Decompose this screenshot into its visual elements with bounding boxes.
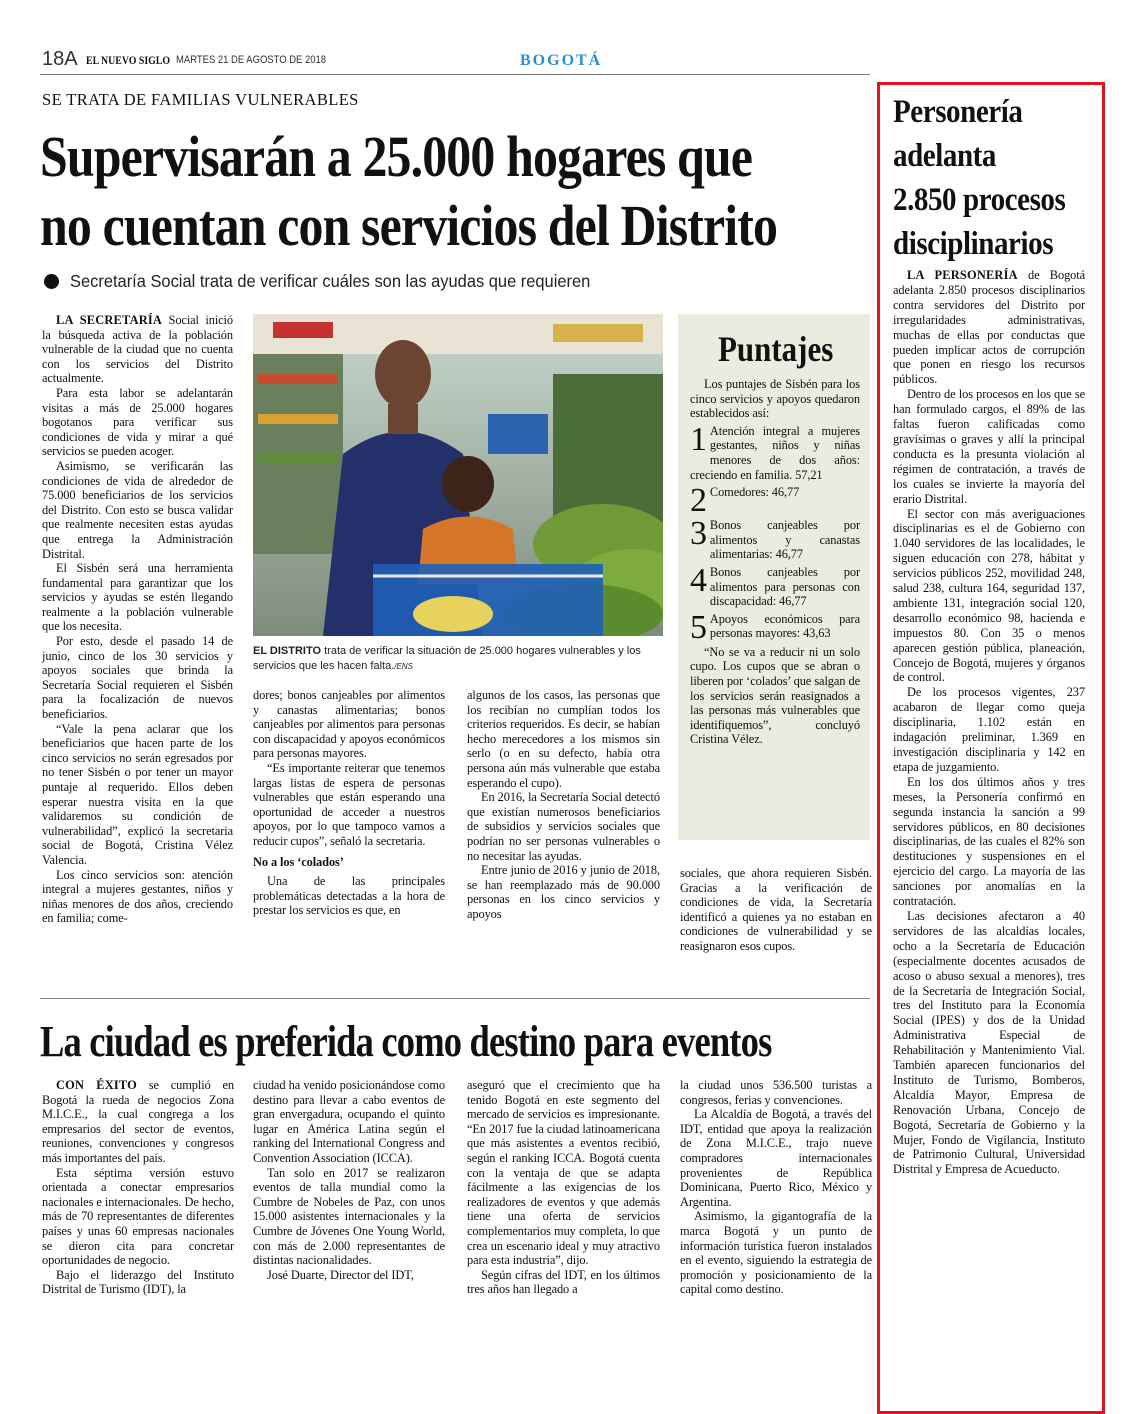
main-headline-line-1: Supervisarán a 25.000 hogares que: [40, 124, 753, 189]
paragraph: De los procesos vigentes, 237 acabaron de llegar como queja disciplinaria, 1.102 están en indagación preliminar, 1.369 en investigación disciplinaria y 142 en etapa de juzgamiento.: [893, 685, 1085, 774]
paragraph: En los dos últimos años y tres meses, la Personería confirmó en segunda instancia la sanción a 99 servidores públicos, en 80 decisiones disciplinarias, de las cuales el 82% son destituciones y suspensiones en el ejercicio del cargo. La mayoría de las sanciones por anomalías en la contratación.: [893, 774, 1085, 909]
supermarket-photo: [253, 314, 663, 636]
newspaper-name: EL NUEVO SIGLO: [86, 53, 171, 67]
puntajes-body: [690, 377, 860, 747]
story1-column-1: [42, 313, 233, 926]
paragraph: Entre junio de 2016 y junio de 2018, se han reemplazado más de 90.000 personas en los cinco servicios y apoyos: [467, 863, 660, 921]
score-item-number: 4: [690, 561, 707, 599]
caption-text: trata de verificar la situación de 25.000 hogares vulnerables y los servicios que les hacen falta.: [253, 645, 641, 672]
score-item-text: Bonos canjeables por alimentos para personas con discapacidad: 46,77: [709, 564, 860, 609]
photo-illustration: [253, 314, 663, 636]
lead-in: LA SECRETARÍA: [56, 313, 163, 327]
story3-headline: [893, 90, 1093, 266]
paragraph: Asimismo, se verificarán las condiciones de vida de alrededor de 75.000 beneficiarios de los servicios del Distrito. Con esto se busca validar que realmente necesiten estas ayudas que entrega la Administración Distrital.: [42, 458, 233, 561]
score-item: [690, 482, 860, 520]
score-item-number: 3: [690, 515, 707, 553]
puntajes-intro: Los puntajes de Sisbén para los cinco servicios y apoyos quedaron establecidos así:: [690, 377, 860, 421]
story2-headline: La ciudad es preferida como destino para eventos: [40, 1017, 772, 1066]
story3-headline-line: Personería: [893, 94, 1023, 130]
story3-headline-line: disciplinarios: [893, 226, 1054, 262]
header-rule: [40, 74, 870, 75]
section-name: BOGOTÁ: [520, 52, 603, 69]
story1-column-2: [253, 688, 445, 918]
story-divider: [40, 998, 870, 999]
paragraph: se cumplió en Bogotá la rueda de negocios Zona M.I.C.E., la cual congrega a los empresarios del sector de eventos, reuniones, convenciones y congresos más importantes del país.: [42, 1078, 234, 1165]
score-list: [690, 420, 860, 646]
paragraph: El Sisbén será una herramienta fundamental para garantizar que los servicios y ayudas se estén llegando realmente a la población vulnerable que los necesita.: [42, 561, 233, 634]
paragraph: dores; bonos canjeables por alimentos y canastas alimentarias; bonos canjeables por alimentos para personas con discapacidad y apoyos económicos para personas mayores.: [253, 688, 445, 761]
paragraph: Esta séptima versión estuvo orientada a conectar empresarios nacionales e internacionales. De hecho, más de 70 representantes de diferentes países y unas 60 empresas nacionales se dieron cita para concretar oportunidades de negocio.: [42, 1165, 234, 1268]
story3-body: [893, 268, 1085, 1177]
paragraph: José Duarte, Director del IDT,: [267, 1267, 414, 1282]
score-item-number: 2: [690, 482, 707, 520]
story1-column-3: [467, 688, 660, 922]
paragraph: La Alcaldía de Bogotá, a través del IDT, entidad que apoya la realización de Zona M.I.C.E., trajo nueve compradores internacionales provenientes de República Dominicana, Puerto Rico, México y Argentina.: [680, 1107, 872, 1209]
paragraph: Según cifras del IDT, en los últimos tres años han llegado a: [467, 1267, 660, 1297]
paragraph: de Bogotá adelanta 2.850 procesos disciplinarios contra servidores del Distrito por irregularidades administrativas, muchas de ellas por conductas que pueden implicar actos de corrupción que ponen en riesgo los recursos públicos.: [893, 268, 1085, 387]
paragraph: El sector con más averiguaciones disciplinarias es el de Gobierno con 1.040 servidores de las localidades, le siguen educación con 278, hábitat y servicios públicos 252, movilidad 248, salud 238, cultura 164, seguridad 137, ambiente 131, integración social 120, desarrollo económico 98, hacienda e impuestos 80. Con 35 o menos aparecen gestión pública, planeación, Concejo de Bogotá, mujeres y órganos de control.: [893, 506, 1085, 685]
subhead-bullet: [44, 274, 59, 289]
score-item-text: Apoyos económicos para personas mayores: 43,63: [709, 611, 860, 641]
score-item: [690, 561, 860, 609]
story3-headline-line: 2.850 procesos: [893, 182, 1066, 218]
score-item: [690, 515, 860, 562]
caption-lead: EL DISTRITO: [253, 645, 322, 657]
story2-column-4: [680, 1078, 872, 1297]
score-item: [690, 608, 860, 646]
score-item-number: 1: [690, 420, 707, 458]
puntajes-quote: “No se va a reducir ni un solo cupo. Los cupos que se abran o liberen por ‘colados’ que salgan de los servicios serán reasignados a las personas más vulnerables que identifiquemos”, concluyó Cristina Vélez.: [690, 644, 860, 747]
paragraph: Los cinco servicios son: atención integral a mujeres gestantes, niños y niñas menores de dos años, creciendo en familia; come-: [42, 867, 233, 926]
paragraph: Dentro de los procesos en los que se han formulado cargos, el 89% de las faltas fueron calificadas como gravísimas o graves y allí la principal conducta es la presunta violación al régimen de contratación, a través de los cuales se invierte la mayoría del erario Distrital.: [893, 387, 1085, 506]
paragraph: Una de las principales problemáticas detectadas a la hora de prestar los servicios es que, en: [253, 874, 445, 918]
photo-credit: /ENS: [394, 662, 413, 671]
paragraph: Asimismo, la gigantografía de la marca Bogotá y un punto de información turística fueron instalados en el evento, siguiendo la estrategia de promoción y posicionamiento de la capital como destino.: [680, 1209, 872, 1297]
paragraph: Social inició la búsqueda activa de la población vulnerable de la ciudad que no cuenta con los servicios del Distrito actualmente.: [42, 313, 233, 386]
story2-column-1: [42, 1078, 234, 1297]
story1-column-4: [680, 866, 872, 954]
paragraph: “Vale la pena aclarar que los beneficiarios que hacen parte de los cinco servicios no serán egresados por no tener Sisbén o por tener un mayor puntaje al requerido. Ellos deben esperar nuestra visita en la que validaremos su condición de vulnerabilidad”, explicó la secretaria social de Bogotá, Cristina Vélez Valencia.: [42, 721, 233, 867]
story2-column-2: [253, 1078, 445, 1282]
lead-in: CON ÉXITO: [56, 1078, 137, 1092]
paragraph: algunos de los casos, las personas que los recibían no cumplían todos los criterios requeridos. Es decir, se habían hecho merecedores a los mismos sin serlo (o en su defecto, había otra persona aún más vulnerable que estaba esperando el cupo).: [467, 688, 660, 790]
photo-caption: [253, 644, 667, 674]
kicker: SE TRATA DE FAMILIAS VULNERABLES: [42, 90, 359, 109]
lead-in: LA PERSONERÍA: [907, 268, 1018, 282]
paragraph: Las decisiones afectaron a 40 servidores de las alcaldías locales, ocho a la Secretaría de Educación (especialmente docentes acusados de acoso o abuso sexual a menores), tres de la Secretaría de Integración Social, tres del Instituto para la Economía Social (IPES) y dos de la Unidad Administrativa Especial de Rehabilitación y Mantenimiento Vial. También aparecen funcionarios del Instituto de Turismo, Bomberos, Alcaldía Mayor, Empresa de Renovación Urbana, Concejo de Bogotá, Secretaría de Gobierno y la Mujer, Fondo de Vigilancia, Instituto de Patrimonio Cultural, Universidad Distrital y Empresa de Acueducto.: [893, 908, 1085, 1177]
score-item-number: 5: [690, 608, 707, 646]
paragraph: En 2016, la Secretaría Social detectó que existían numerosos beneficiarios de subsidios y servicios sociales que podrían no ser personas vulnerables o no necesitar las ayudas.: [467, 790, 660, 863]
score-item: [690, 420, 860, 482]
score-item-text: Comedores: 46,77: [709, 485, 800, 500]
paragraph: la ciudad unos 536.500 turistas a congresos, ferias y convenciones.: [680, 1078, 872, 1107]
score-item-text: Atención integral a mujeres gestantes, niños y niñas menores de dos años: creciendo en familia. 57,21: [690, 423, 860, 482]
story3-headline-line: adelanta: [893, 138, 996, 174]
puntajes-title: Puntajes: [718, 329, 834, 369]
issue-date: MARTES 21 DE AGOSTO DE 2018: [176, 54, 327, 66]
score-item-text: Bonos canjeables por alimentos y canastas alimentarias: 46,77: [709, 518, 860, 562]
paragraph: ciudad ha venido posicionándose como destino para llevar a cabo eventos de gran envergadura, ocupando el quinto lugar en América Latina según el ranking del International Congress and Convention Association (ICCA).: [253, 1078, 445, 1165]
paragraph: Bajo el liderazgo del Instituto Distrital de Turismo (IDT), la: [42, 1267, 234, 1297]
page-number: 18A: [42, 48, 78, 70]
paragraph: Para esta labor se adelantarán visitas a más de 25.000 hogares bogotanos para verificar sus condiciones de vida y mirar a qué servicios se pueden acoger.: [42, 385, 233, 459]
paragraph: Tan solo en 2017 se realizaron eventos de talla mundial como la Cumbre de Nobeles de Paz, con unos 15.000 asistentes internacionales y la Cumbre de Jóvenes One Young World, con más de 2.000 representantes de distintas nacionalidades.: [253, 1165, 445, 1268]
main-headline-line-2: no cuentan con servicios del Distrito: [40, 193, 778, 258]
subhead: Secretaría Social trata de verificar cuáles son las ayudas que requieren: [70, 271, 591, 291]
paragraph: Por esto, desde el pasado 14 de junio, cinco de los 30 servicios y apoyos sociales que brinda la Secretaría Social requieren el Sisbén para la focalización de nuevos beneficiarios.: [42, 634, 233, 722]
paragraph: “Es importante reiterar que tenemos largas listas de espera de personas vulnerables que están esperando una oportunidad de acceder a nuestros apoyos, por lo que tampoco vamos a reducir cupos”, señaló la secretaria.: [253, 760, 445, 848]
paragraph: sociales, que ahora requieren Sisbén. Gracias a la verificación de condiciones de vida, la Secretaría identificó a quienes ya no estaban en condiciones de vulnerabilidad y se reasignaron esos cupos.: [680, 866, 872, 953]
section-subhead: No a los ‘colados’: [253, 854, 344, 869]
story2-column-3: [467, 1078, 660, 1297]
paragraph: aseguró que el crecimiento que ha tenido Bogotá en este segmento del mercado de servicios es impresionante. “En 2017 fue la ciudad latinoamericana que más asistentes a eventos recibió, según el ranking ICCA. Bogotá cuenta con la ventaja de que se adapta fácilmente a las exigencias de los realizadores de eventos y que además tiene una oferta de servicios complementarios muy completa, lo que crea un escenario ideal y muy atractivo para esta industria”, dijo.: [467, 1078, 660, 1268]
